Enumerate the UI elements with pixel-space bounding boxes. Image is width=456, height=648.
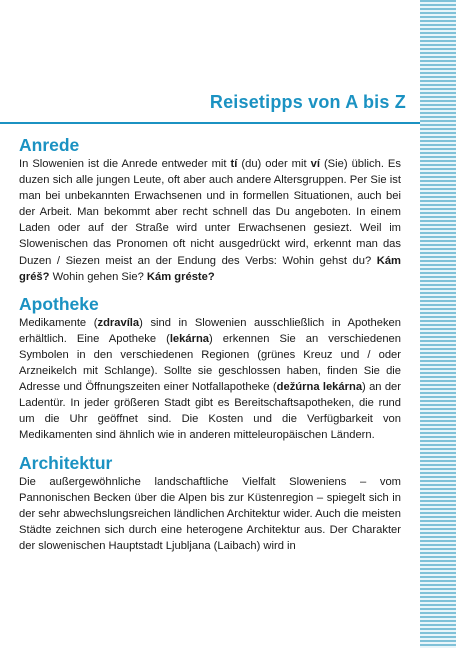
text-run: Die außergewöhnliche landschaftliche Vielfalt Sloweniens – vom Pannonischen Becken über die Alpen bis zur Küstenregion – spiegelt sich in der sehr abwechslungsreichen ländlichen Architektur wider. Auch die meisten Städte zeichnen sich durch eine heterogene Architektur aus. Der Charakter der slowenischen Hauptstadt Ljubljana (Laibach) wird in bbox=[19, 475, 401, 552]
section-anrede bbox=[19, 134, 401, 285]
text-run: (du) oder mit bbox=[237, 158, 311, 170]
section-text bbox=[19, 156, 401, 285]
section-heading: Apotheke bbox=[19, 293, 99, 314]
header-divider bbox=[0, 122, 420, 124]
bold-term: Kám gréš? bbox=[19, 254, 401, 283]
text-run: ) an der Ladentür. In jeder größeren Stadt gibt es Bereitschaftsapotheken, die rund um die Uhr geöffnet sind. Die Kosten und die Verfügbarkeit von Medikamenten sind ähnlich wie in anderen mitteleuropäischen Ländern. bbox=[19, 381, 402, 442]
section-architektur bbox=[19, 452, 401, 554]
section-heading: Anrede bbox=[19, 135, 80, 155]
bold-term: dežúrna lekárna bbox=[276, 381, 363, 394]
bold-term: tí bbox=[230, 158, 238, 170]
section-heading: Architektur bbox=[19, 452, 113, 473]
bold-term: Kám gréste? bbox=[146, 270, 215, 283]
bold-term: zdravíla bbox=[97, 316, 140, 329]
section-text bbox=[19, 474, 401, 554]
text-run: Wohin gehen Sie? bbox=[49, 270, 147, 283]
text-run: ) erkennen Sie an verschiedenen Symbolen in den verschiedenen Regionen (grünes Kreuz und / oder Arzneikelch mit Schlange). Sollte sie geschlossen haben, finden Sie die Adresse und Öffnungszeiten einer Notfallapotheke ( bbox=[19, 332, 401, 394]
text-run: ) sind in Slowenien ausschließlich in Apotheken erhältlich. Eine Apotheke ( bbox=[19, 316, 401, 345]
text-run: In Slowenien ist die Anrede entweder mit bbox=[19, 158, 231, 170]
decorative-side-stripe bbox=[420, 0, 456, 648]
text-run: (Sie) üblich. Es duzen sich alle jungen Leute, oft aber auch andere Altersgruppen. Per Sie ist man bei unbekannten Erwachsenen und in formellen Situationen, auch bei der Arbeit. Man bekommt aber recht schnell das Du angeboten. In einem Laden oder auf der Straße wird unter Erwachsenen gesiezt. Weil im Slowenischen das Pronomen oft nicht ausgedrückt wird, erkennt man das Duzen / Siezen meist an der Endung des Verbs: Wohin gehst du? bbox=[19, 158, 401, 267]
page-title: Reisetipps von A bis Z bbox=[209, 92, 406, 112]
section-apotheke bbox=[19, 293, 401, 444]
text-run: Medikamente ( bbox=[19, 316, 98, 329]
bold-term: ví bbox=[310, 158, 320, 170]
section-text bbox=[19, 315, 401, 444]
page-content bbox=[19, 134, 401, 562]
bold-term: lekárna bbox=[169, 332, 210, 345]
page-header bbox=[0, 92, 420, 120]
